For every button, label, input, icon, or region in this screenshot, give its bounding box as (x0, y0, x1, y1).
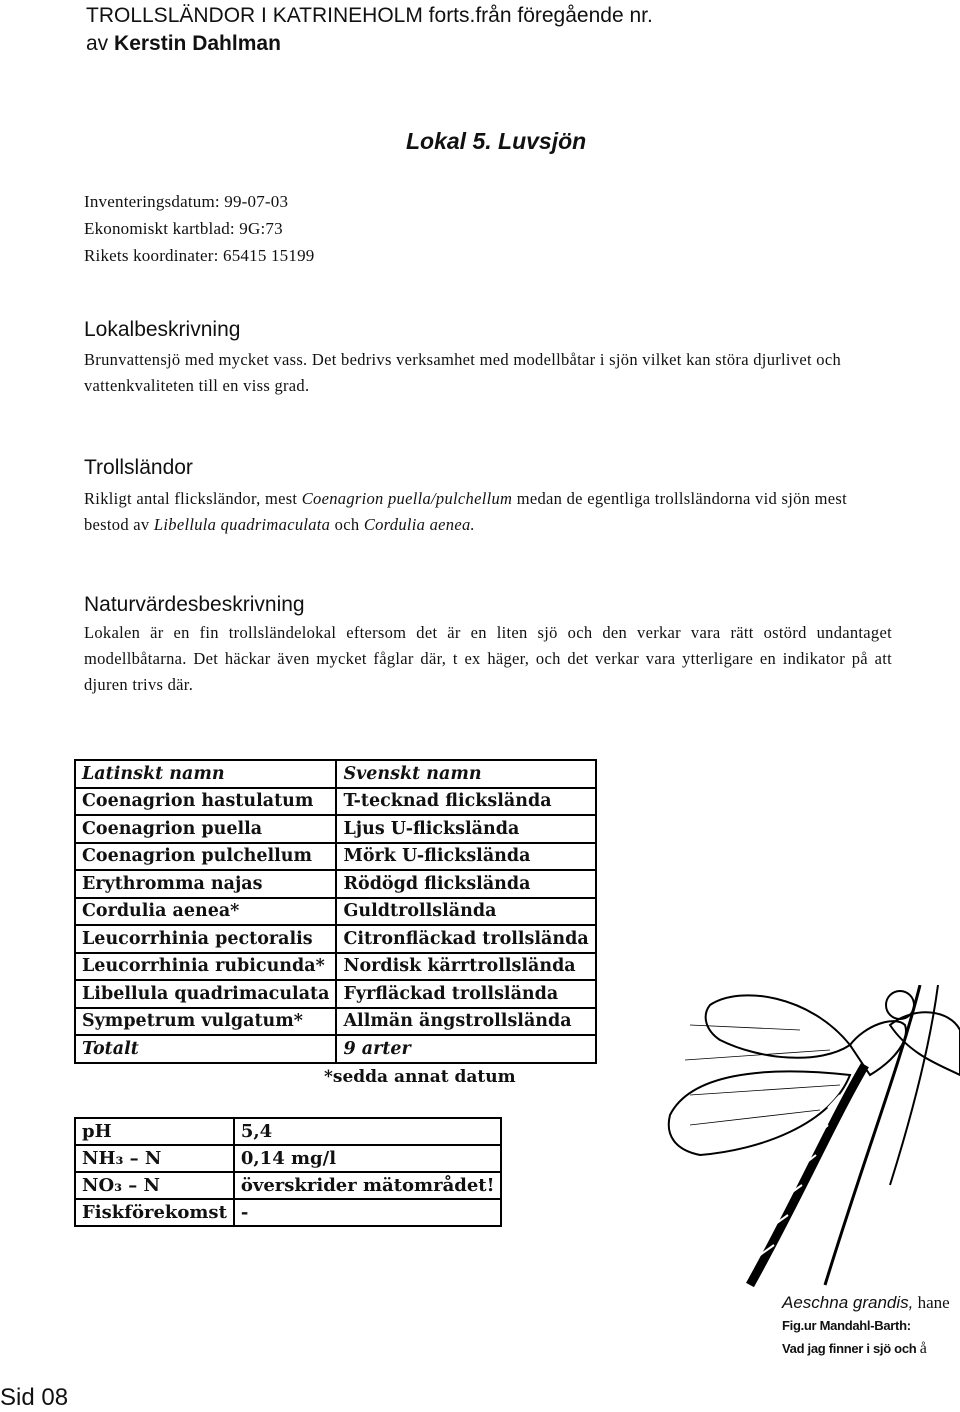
chem-row (75, 1172, 501, 1199)
text-trollslandor (84, 486, 892, 538)
chem-row (75, 1118, 501, 1145)
species-latin-cell: Erythromma najas (75, 870, 336, 898)
dragonfly-abdomen (750, 1065, 865, 1285)
heading-lokalbeskrivning: Lokalbeskrivning (84, 318, 241, 341)
species-latin-cell: Leucorrhinia rubicunda* (75, 953, 336, 981)
species-row (75, 870, 596, 898)
chem-row (75, 1145, 501, 1172)
species-name: Coenagrion puella/pulchellum (301, 489, 513, 508)
species-swedish-cell: Guldtrollslända (336, 898, 595, 926)
dragonfly-segments (760, 1095, 840, 1255)
total-label: Totalt (75, 1035, 336, 1063)
species-table (74, 759, 597, 1064)
figure-sex: hane (913, 1293, 950, 1312)
chem-parameter-cell: NO₃ – N (75, 1172, 234, 1199)
figure-species: Aeschna grandis, (782, 1293, 914, 1312)
chem-row (75, 1199, 501, 1226)
text-part: medan de egentliga trollsländorna vid sjön mest bestod av (84, 489, 847, 534)
species-swedish-cell: Citronfläckad trollslända (336, 925, 595, 953)
species-swedish-cell: Rödögd flickslända (336, 870, 595, 898)
species-latin-cell: Libellula quadrimaculata (75, 980, 336, 1008)
lokal-title: Lokal 5. Luvsjön (406, 128, 587, 154)
species-total-row (75, 1035, 596, 1063)
heading-naturvarde: Naturvärdesbeskrivning (84, 593, 305, 616)
meta-kartblad: Ekonomiskt kartblad: 9G:73 (84, 219, 283, 238)
wing-veins (685, 1025, 840, 1125)
species-latin-cell: Leucorrhinia pectoralis (75, 925, 336, 953)
page-number: Sid 08 (0, 1384, 69, 1411)
text-part: Rikligt antal flicksländor, mest (84, 489, 302, 508)
figure-book-title: Vad jag finner i sjö och (782, 1341, 920, 1356)
chem-table (74, 1117, 502, 1227)
dragonfly-illustration (650, 985, 960, 1295)
chem-parameter-cell: Fiskförekomst (75, 1199, 234, 1226)
text-naturvarde: Lokalen är en fin trollsländelokal eftersom det är en liten sjö och den verkar vara rätt ostörd undantaget modellbåtarna. Det häckar även mycket fåglar där, t ex häger, och det verkar vara ytterligare en indikator på att djuren trivs där. (84, 623, 892, 694)
meta-datum: Inventeringsdatum: 99-07-03 (84, 192, 289, 211)
author-name: Kerstin Dahlman (114, 32, 281, 55)
figure-book (782, 1340, 927, 1358)
header-latin: Latinskt namn (75, 760, 336, 788)
text-lokalbeskrivning: Brunvattensjö med mycket vass. Det bedrivs verksamhet med modellbåtar i sjön vilket kan störa djurlivet och vattenkvaliteten till en viss grad. (84, 350, 842, 395)
chem-value-cell: - (234, 1199, 502, 1226)
dragonfly-head (886, 991, 914, 1019)
total-value: 9 arter (336, 1035, 595, 1063)
species-swedish-cell: Fyrfläckad trollslända (336, 980, 595, 1008)
species-row (75, 925, 596, 953)
species-row (75, 980, 596, 1008)
chem-value-cell: överskrider mätområdet! (234, 1172, 502, 1199)
chem-parameter-cell: pH (75, 1118, 234, 1145)
chem-parameter-cell: NH₃ – N (75, 1145, 234, 1172)
header-author (86, 32, 281, 56)
author-prefix: av (86, 32, 109, 55)
species-row (75, 1008, 596, 1036)
species-name: Libellula quadrimaculata (153, 515, 331, 534)
species-name: Cordulia aenea. (363, 515, 475, 534)
species-swedish-cell: Nordisk kärrtrollslända (336, 953, 595, 981)
species-swedish-cell: Ljus U-flickslända (336, 815, 595, 843)
header-swedish: Svenskt namn (336, 760, 595, 788)
heading-trollslandor: Trollsländor (84, 456, 193, 479)
meta-koordinater: Rikets koordinater: 65415 15199 (84, 246, 315, 265)
species-swedish-cell: T-tecknad flickslända (336, 788, 595, 816)
species-latin-cell: Sympetrum vulgatum* (75, 1008, 336, 1036)
text-part: och (330, 515, 364, 534)
species-row (75, 788, 596, 816)
species-row (75, 898, 596, 926)
chem-value-cell: 0,14 mg/l (234, 1145, 502, 1172)
species-swedish-cell: Allmän ängstrollslända (336, 1008, 595, 1036)
species-latin-cell: Coenagrion puella (75, 815, 336, 843)
species-row (75, 843, 596, 871)
figure-caption (782, 1293, 950, 1313)
species-note: *sedda annat datum (324, 1067, 516, 1087)
species-swedish-cell: Mörk U-flickslända (336, 843, 595, 871)
species-latin-cell: Cordulia aenea* (75, 898, 336, 926)
chem-value-cell: 5,4 (234, 1118, 502, 1145)
figure-book-tail: å (919, 1340, 927, 1357)
species-row (75, 953, 596, 981)
species-latin-cell: Coenagrion hastulatum (75, 788, 336, 816)
species-row (75, 815, 596, 843)
plant-stem-2 (890, 985, 938, 1185)
species-latin-cell: Coenagrion pulchellum (75, 843, 336, 871)
species-table-header (75, 760, 596, 788)
figure-credit: Fig.ur Mandahl-Barth: (782, 1318, 911, 1333)
header-title: TROLLSLÄNDOR I KATRINEHOLM forts.från föregående nr. (86, 4, 653, 27)
